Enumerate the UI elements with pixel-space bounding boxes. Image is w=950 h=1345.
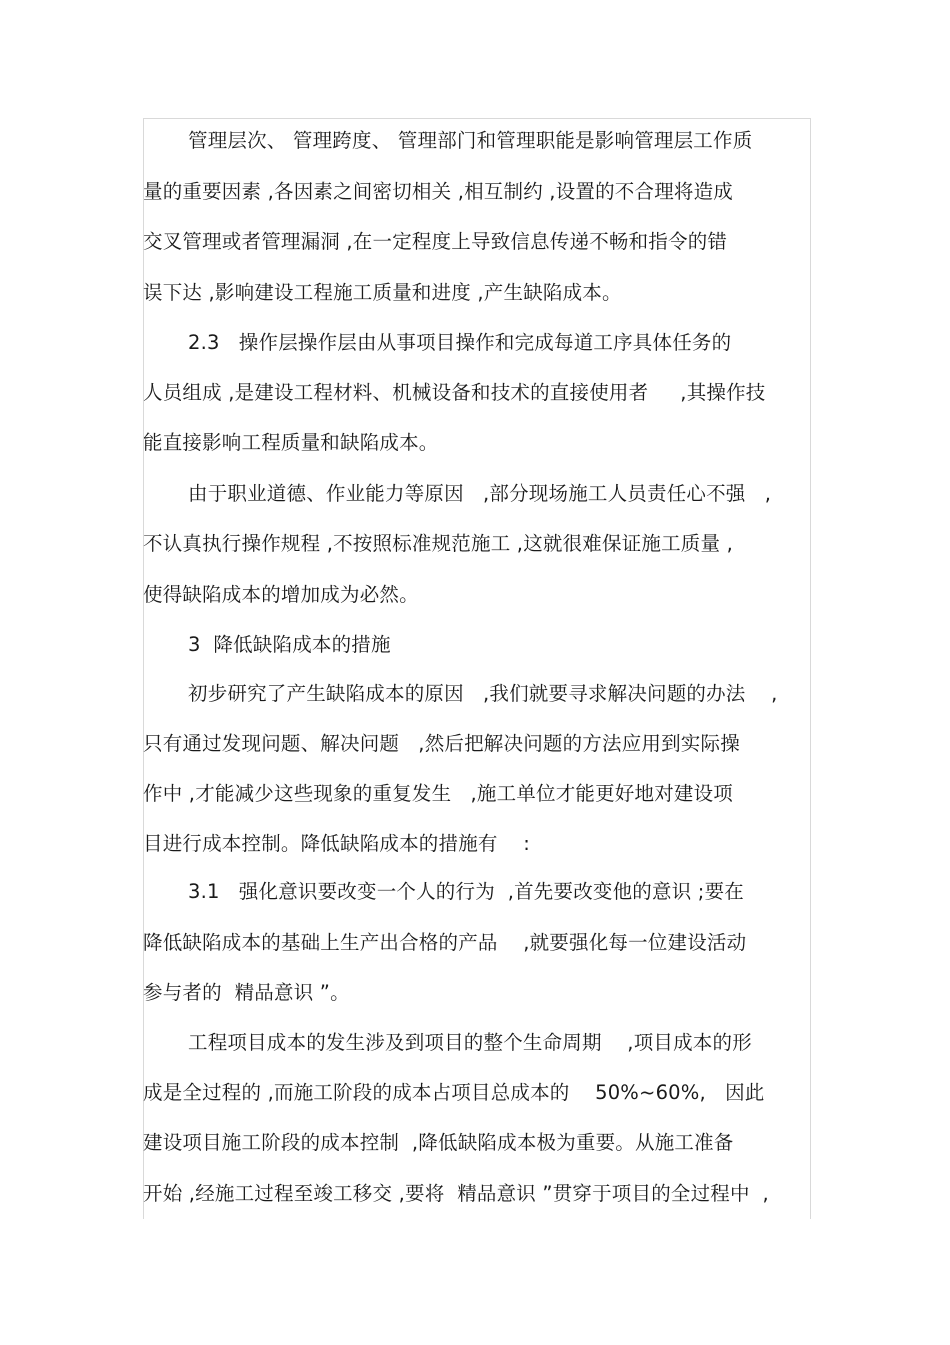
paragraph-line: 参与者的 精品意识 ”。 [143,981,350,1004]
paragraph-line: 交叉管理或者管理漏洞 ,在一定程度上导致信息传递不畅和指令的错 [143,230,728,253]
section-heading-3: 3 降低缺陷成本的措施 [188,633,391,656]
paragraph-line: 人员组成 ,是建设工程材料、机械设备和技术的直接使用者 ,其操作技 [143,381,766,404]
paragraph-line: 不认真执行操作规程 ,不按照标准规范施工 ,这就很难保证施工质量 , [143,532,733,555]
paragraph-line: 工程项目成本的发生涉及到项目的整个生命周期 ,项目成本的形 [188,1031,752,1054]
paragraph-line: 由于职业道德、作业能力等原因 ,部分现场施工人员责任心不强 , [188,482,772,505]
paragraph-line: 使得缺陷成本的增加成为必然。 [143,583,419,606]
paragraph-line: 误下达 ,影响建设工程施工质量和进度 ,产生缺陷成本。 [143,281,622,304]
section-heading-3-1: 3.1 强化意识要改变一个人的行为 ,首先要改变他的意识 ;要在 [188,880,744,903]
paragraph-line: 只有通过发现问题、解决问题 ,然后把解决问题的方法应用到实际操 [143,732,740,755]
paragraph-line: 能直接影响工程质量和缺陷成本。 [143,431,439,454]
section-heading-2-3: 2.3 操作层操作层由从事项目操作和完成每道工序具体任务的 [188,331,732,354]
paragraph-line: 初步研究了产生缺陷成本的原因 ,我们就要寻求解决问题的办法 , [188,682,778,705]
paragraph-line: 管理层次、 管理跨度、 管理部门和管理职能是影响管理层工作质 [188,129,753,152]
paragraph-line: 作中 ,才能减少这些现象的重复发生 ,施工单位才能更好地对建设项 [143,782,733,805]
paragraph-line: 降低缺陷成本的基础上生产出合格的产品 ,就要强化每一位建设活动 [143,931,747,954]
paragraph-line: 量的重要因素 ,各因素之间密切相关 ,相互制约 ,设置的不合理将造成 [143,180,733,203]
paragraph-line: 开始 ,经施工过程至竣工移交 ,要将 精品意识 ”贯穿于项目的全过程中 , [143,1182,769,1205]
paragraph-line: 建设项目施工阶段的成本控制 ,降低缺陷成本极为重要。从施工准备 [143,1131,734,1154]
paragraph-line: 成是全过程的 ,而施工阶段的成本占项目总成本的 50%~60%, 因此 [143,1081,765,1104]
paragraph-line: 目进行成本控制。降低缺陷成本的措施有 : [143,832,530,855]
